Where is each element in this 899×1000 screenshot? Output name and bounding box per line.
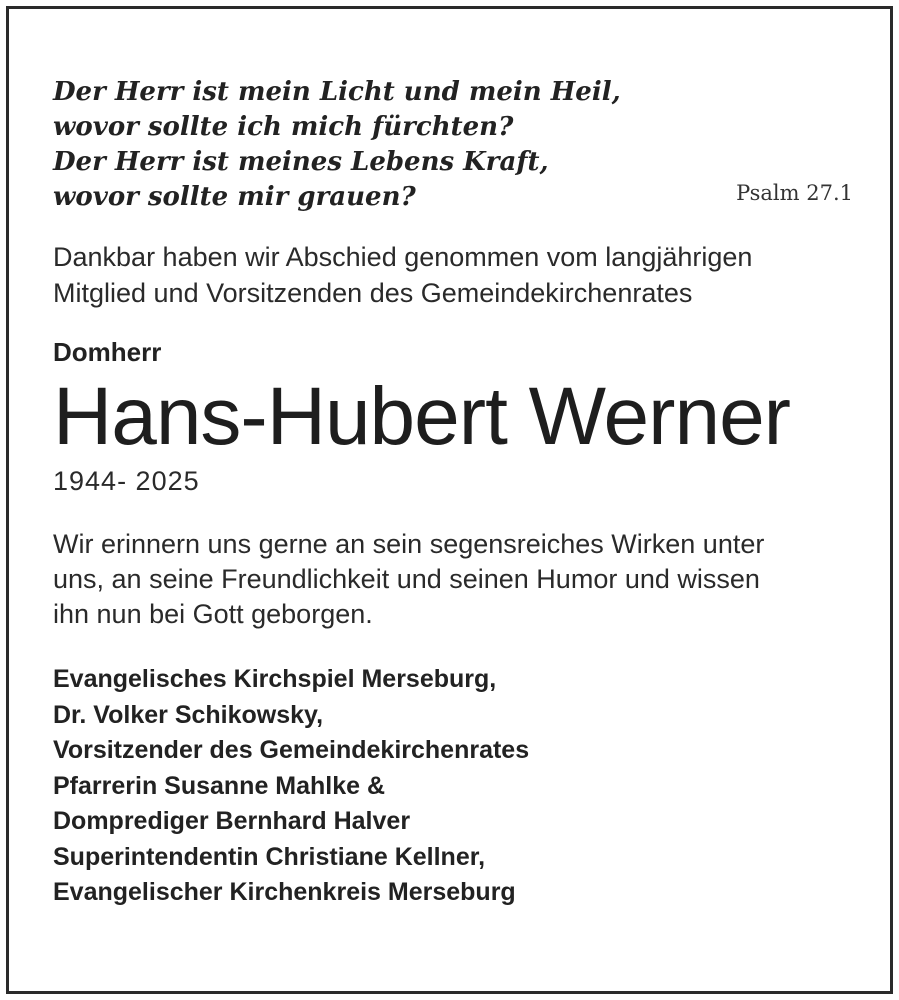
tribute-line: Wir erinnern uns gerne an sein segensreiches Wirken unter	[53, 529, 765, 559]
deceased-title: Domherr	[53, 337, 162, 367]
tribute-line: uns, an seine Freundlichkeit und seinen Humor und wissen	[53, 564, 760, 594]
verse-reference: Psalm 27.1	[736, 181, 853, 205]
signer-line: Evangelischer Kirchenkreis Merseburg	[53, 878, 516, 906]
verse-line: wovor sollte ich mich fürchten?	[53, 112, 514, 142]
deceased-name: Hans-Hubert Werner	[53, 371, 790, 462]
verse-line: Der Herr ist mein Licht und mein Heil,	[53, 77, 621, 107]
intro-line: Dankbar haben wir Abschied genommen vom langjährigen	[53, 242, 753, 272]
signer-line: Vorsitzender des Gemeindekirchenrates	[53, 736, 530, 764]
signer-line: Dr. Volker Schikowsky,	[53, 700, 324, 729]
signer-line: Domprediger Bernhard Halver	[53, 807, 411, 835]
obituary-frame	[6, 6, 893, 994]
signer-line: Evangelisches Kirchspiel Merseburg,	[53, 665, 497, 693]
obituary-content	[53, 75, 853, 911]
signer-line: Superintendentin Christiane Kellner,	[53, 842, 486, 871]
life-dates: 1944- 2025	[53, 466, 200, 496]
signer-line: Pfarrerin Susanne Mahlke &	[53, 771, 386, 800]
bible-verse	[53, 75, 853, 215]
signers-list	[53, 662, 853, 911]
intro-line: Mitglied und Vorsitzenden des Gemeindekirchenrates	[53, 278, 693, 308]
verse-line: wovor sollte mir grauen?	[53, 182, 416, 212]
tribute-line: ihn nun bei Gott geborgen.	[53, 599, 373, 629]
intro-text	[53, 239, 853, 311]
tribute-text	[53, 527, 853, 632]
verse-line: Der Herr ist meines Lebens Kraft,	[53, 147, 549, 177]
